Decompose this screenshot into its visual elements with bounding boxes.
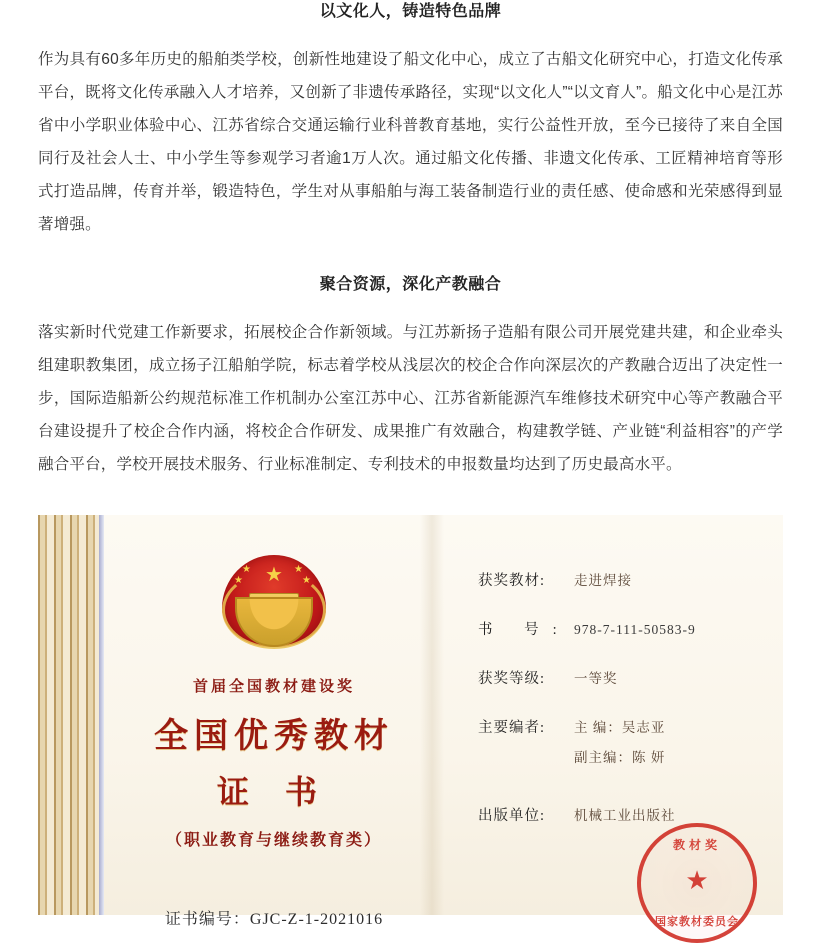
emblem-star-small: ★ <box>234 575 243 586</box>
certificate-field-publisher <box>478 804 757 825</box>
emblem-star-small: ★ <box>302 575 311 586</box>
section-heading-culture: 以文化人，铸造特色品牌 <box>319 3 502 20</box>
seal-bottom-text: 国家教材委员会 <box>655 916 739 928</box>
certificate-decorative-border <box>38 515 104 915</box>
official-seal-icon <box>637 823 757 943</box>
certificate-number-value: GJC-Z-1-2021016 <box>249 911 384 928</box>
field-value: 一等奖 <box>574 671 618 686</box>
seal-top-text: 教材奖 <box>672 838 721 852</box>
field-value: 978-7-111-50583-9 <box>574 622 696 637</box>
field-value-chief-editor: 主 编：吴志亚 <box>574 720 666 735</box>
national-emblem-icon <box>212 551 336 667</box>
certificate-number <box>104 906 444 929</box>
emblem-star-large: ★ <box>265 564 283 586</box>
paragraph-resources: 落实新时代党建工作新要求，拓展校企合作新领域。与江苏新扬子造船有限公司开展党建共建，和企业牵头组建职教集团，成立扬子江船舶学院，标志着学校从浅层次的校企合作向深层次的产教融合迈出了决定性一步，国际造船新公约规范标准工作机制办公室江苏中心、江苏省新能源汽车维修技术研究中心等产教融合平台建设提升了校企合作内涵，将校企合作研发、成果推广有效融合，构建教学链、产业链“利益相容”的产学融合平台，学校开展技术服务、行业标准制定、专利技术的申报数量均达到了历史最高水平。 <box>38 324 783 473</box>
field-label: 获奖教材: <box>478 573 546 589</box>
certificate-title-line2: 证 书 <box>216 774 331 810</box>
section-heading-resources: 聚合资源，深化产教融合 <box>319 276 502 293</box>
field-label: 出版单位: <box>478 808 546 824</box>
field-value: 走进焊接 <box>574 573 632 588</box>
certificate-category: （职业教育与继续教育类） <box>165 832 382 849</box>
certificate-field-editors <box>478 716 757 776</box>
emblem-star-small: ★ <box>242 564 251 575</box>
certificate-right-page <box>444 515 783 928</box>
certificate-field-grade <box>478 667 757 688</box>
field-value: 机械工业出版社 <box>574 808 676 823</box>
field-value-associate-editor: 副主编：陈 妍 <box>574 750 666 765</box>
certificate-number-label: 证书编号： <box>164 911 250 928</box>
certificate-title-line1: 全国优秀教材 <box>154 718 394 755</box>
certificate-image <box>38 515 783 928</box>
paragraph-culture: 作为具有60多年历史的船舶类学校，创新性地建设了船文化中心，成立了古船文化研究中心，打造文化传承平台，既将文化传承融入人才培养，又创新了非遗传承路径，实现“以文化人”“以文育人”。船文化中心是江苏省中小学职业体验中心、江苏省综合交通运输行业科普教育基地，实行公益性开放，至今已接待了来自全国同行及社会人士、中小学生等参观学习者逾1万人次。通过船文化传播、非遗文化传承、工匠精神培育等形式打造品牌，传育并举，锻造特色，学生对从事船舶与海工装备制造行业的责任感、使命感和光荣感得到显著增强。 <box>38 51 783 233</box>
emblem-star-small: ★ <box>294 564 303 575</box>
field-label: 书 号: <box>478 622 571 638</box>
field-label: 获奖等级: <box>478 671 546 687</box>
seal-star-icon: ★ <box>685 865 709 895</box>
field-value-group <box>574 716 665 776</box>
certificate-award-name: 首届全国教材建设奖 <box>192 679 355 695</box>
certificate-body <box>104 515 783 928</box>
certificate-field-isbn <box>478 618 757 639</box>
certificate-left-page <box>104 515 444 928</box>
field-label: 主要编者: <box>478 720 546 736</box>
certificate-field-textbook <box>478 569 757 590</box>
